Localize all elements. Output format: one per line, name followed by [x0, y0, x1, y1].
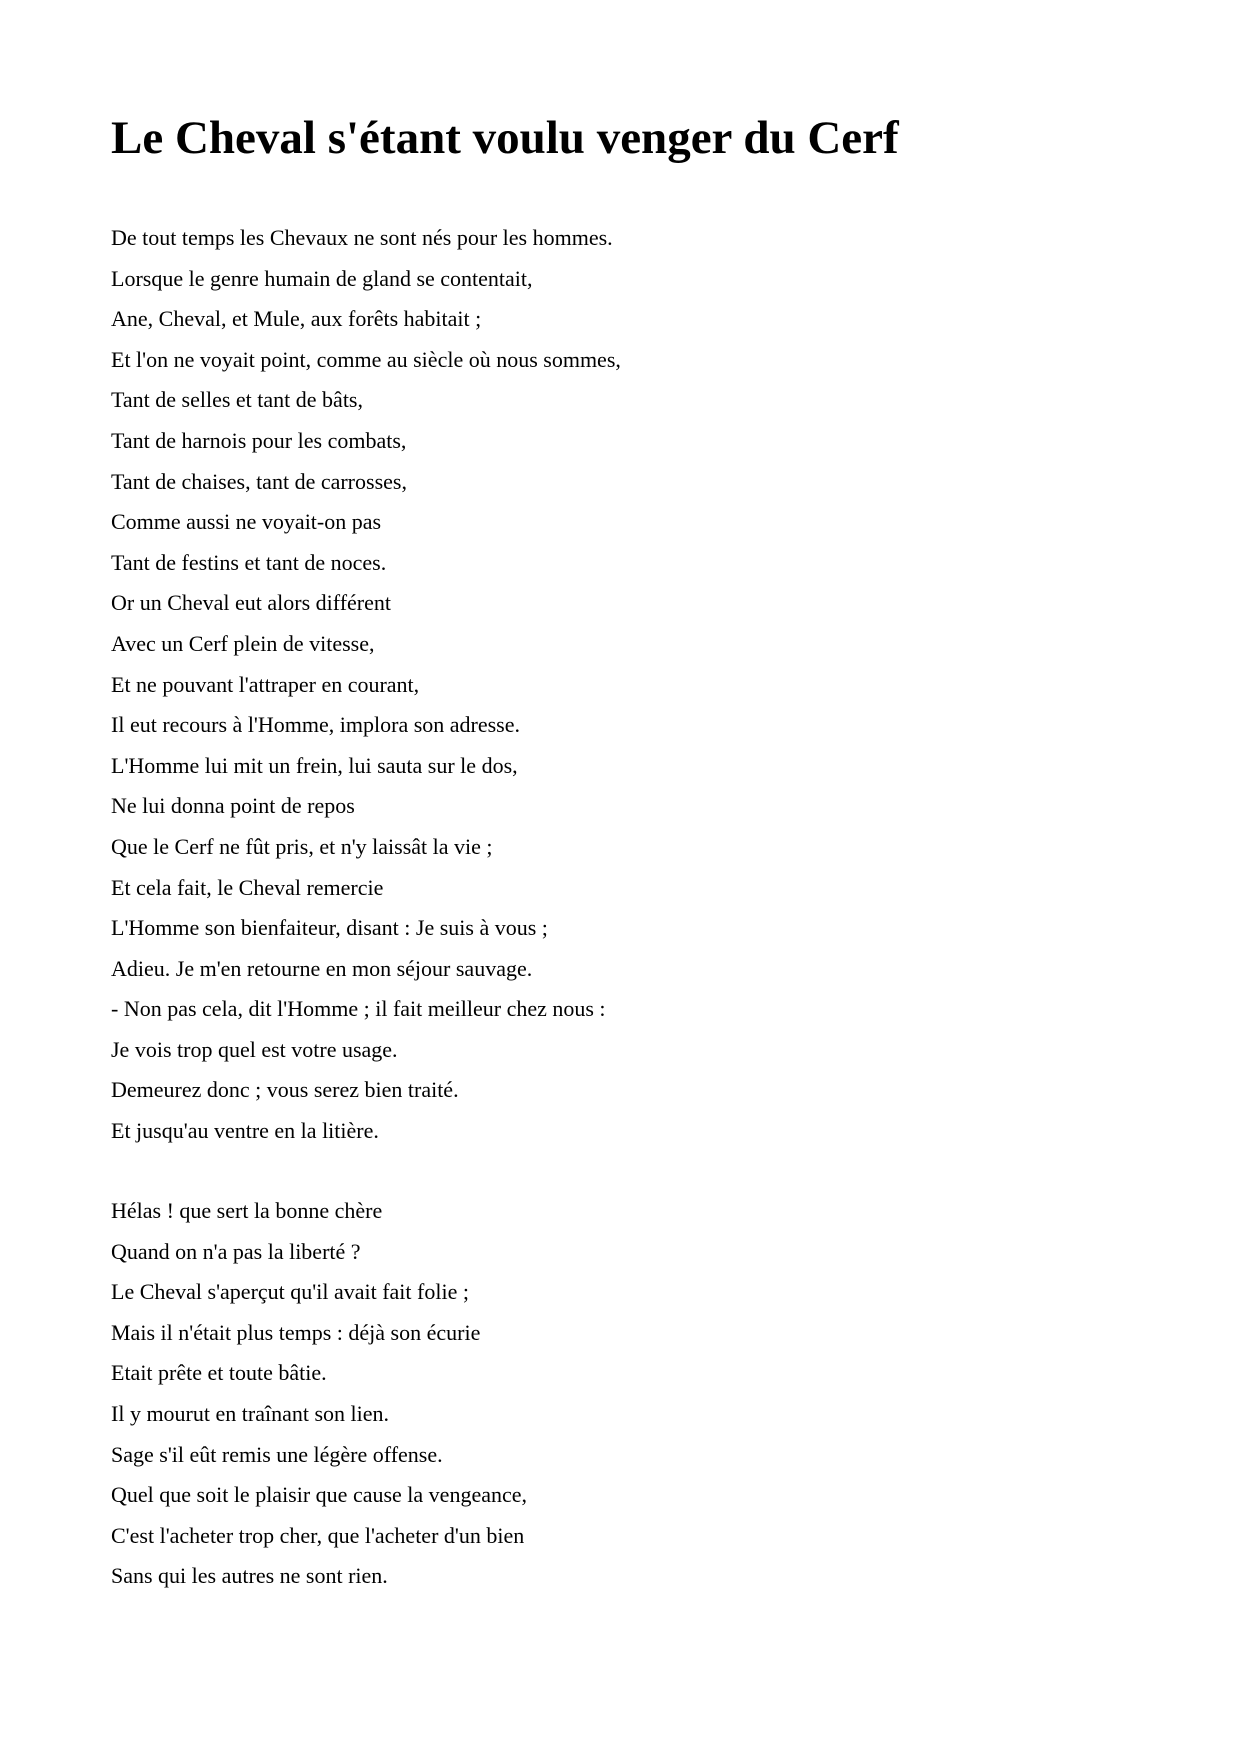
- verse-line: - Non pas cela, dit l'Homme ; il fait meilleur chez nous :: [111, 996, 606, 1022]
- verse-line: Ne lui donna point de repos: [111, 793, 355, 819]
- verse-line: Avec un Cerf plein de vitesse,: [111, 630, 375, 656]
- verse-line: Demeurez donc ; vous serez bien traité.: [111, 1077, 459, 1103]
- verse-line: Le Cheval s'aperçut qu'il avait fait folie ;: [111, 1279, 469, 1305]
- poem-title: Le Cheval s'étant voulu venger du Cerf: [111, 112, 899, 164]
- verse-line: Or un Cheval eut alors différent: [111, 590, 392, 616]
- verse-line: Mais il n'était plus temps : déjà son écurie: [111, 1319, 481, 1345]
- verse-line: Adieu. Je m'en retourne en mon séjour sauvage.: [111, 955, 533, 981]
- verse-line: Et ne pouvant l'attraper en courant,: [111, 671, 420, 697]
- verse-line: Tant de selles et tant de bâts,: [111, 387, 363, 413]
- verse-line: Quand on n'a pas la liberté ?: [111, 1238, 361, 1264]
- verse-line: L'Homme son bienfaiteur, disant : Je suis à vous ;: [111, 915, 548, 941]
- verse-line: Ane, Cheval, et Mule, aux forêts habitait ;: [111, 306, 482, 332]
- verse-line: Sage s'il eût remis une légère offense.: [111, 1441, 443, 1467]
- verse-line: Lorsque le genre humain de gland se contentait,: [111, 265, 533, 291]
- verse-line: L'Homme lui mit un frein, lui sauta sur le dos,: [111, 752, 518, 778]
- stanza-1: [111, 218, 621, 1152]
- verse-line: Sans qui les autres ne sont rien.: [111, 1563, 388, 1589]
- verse-line: Quel que soit le plaisir que cause la vengeance,: [111, 1482, 528, 1508]
- verse-line: Il eut recours à l'Homme, implora son adresse.: [111, 712, 521, 738]
- verse-line: Tant de harnois pour les combats,: [111, 427, 407, 453]
- verse-line: Que le Cerf ne fût pris, et n'y laissât la vie ;: [111, 833, 493, 859]
- verse-line: C'est l'acheter trop cher, que l'acheter d'un bien: [111, 1522, 525, 1548]
- verse-line: Comme aussi ne voyait-on pas: [111, 509, 382, 535]
- verse-line: Etait prête et toute bâtie.: [111, 1360, 327, 1386]
- verse-line: De tout temps les Chevaux ne sont nés pour les hommes.: [111, 225, 613, 250]
- stanza-2: [111, 1191, 527, 1597]
- verse-line: Et jusqu'au ventre en la litière.: [111, 1118, 379, 1144]
- verse-line: Il y mourut en traînant son lien.: [111, 1400, 389, 1426]
- verse-line: Et l'on ne voyait point, comme au siècle où nous sommes,: [111, 346, 621, 372]
- verse-line: Tant de chaises, tant de carrosses,: [111, 468, 407, 494]
- verse-line: Et cela fait, le Cheval remercie: [111, 874, 384, 900]
- verse-line: Hélas ! que sert la bonne chère: [111, 1198, 383, 1223]
- verse-line: Je vois trop quel est votre usage.: [111, 1036, 398, 1062]
- verse-line: Tant de festins et tant de noces.: [111, 549, 387, 575]
